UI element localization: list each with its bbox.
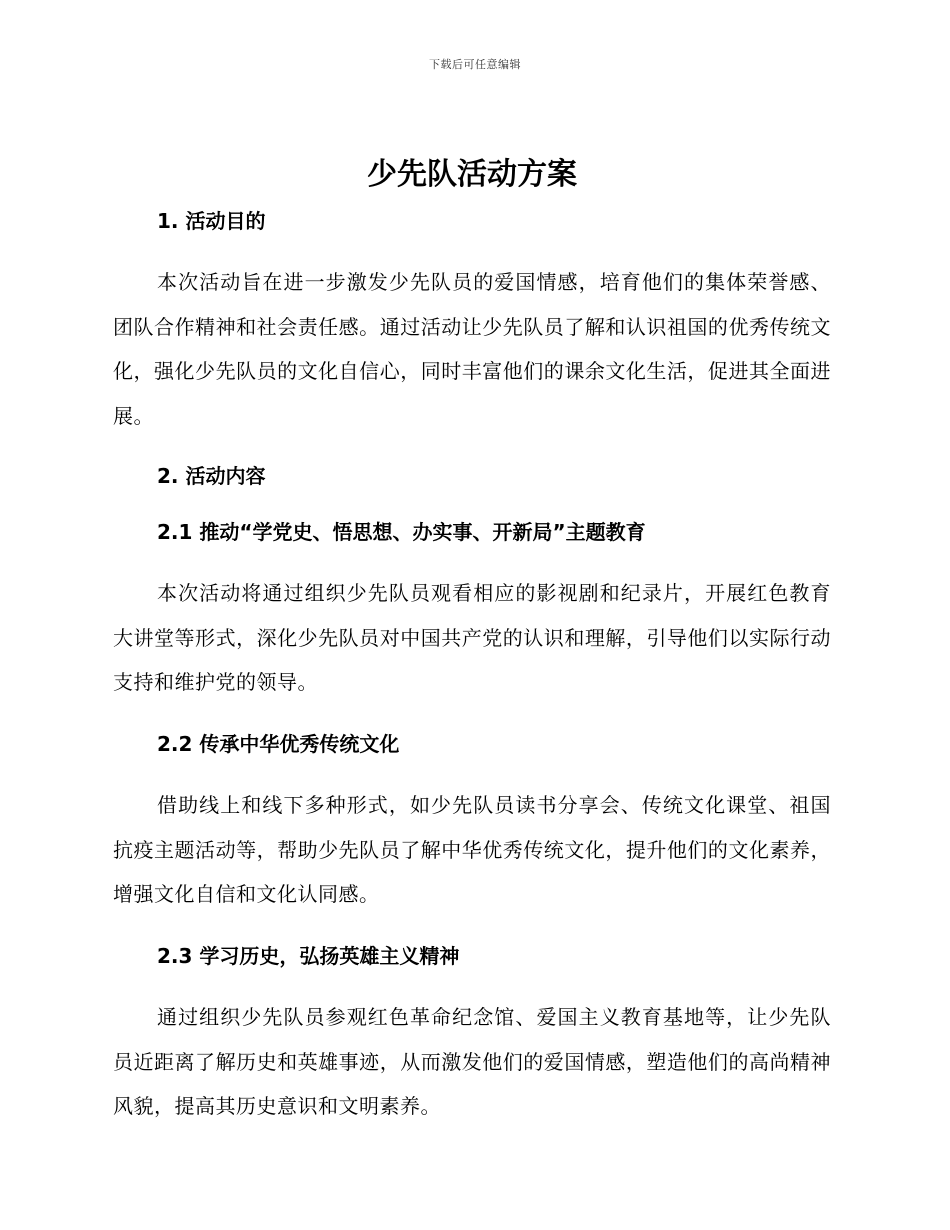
- subsection-heading-2-1: 2.1 推动“学党史、悟思想、办实事、开新局”主题教育: [157, 519, 646, 544]
- paragraph-2-2: 借助线上和线下多种形式，如少先队员读书分享会、传统文化课堂、祖国抗疫主题活动等，帮助少先队员了解中华优秀传统文化，提升他们的文化素养，增强文化自信和文化认同感。: [113, 792, 831, 907]
- paragraph-2-1: 本次活动将通过组织少先队员观看相应的影视剧和纪录片，开展红色教育大讲堂等形式，深化少先队员对中国共产党的认识和理解，引导他们以实际行动支持和维护党的领导。: [113, 580, 831, 695]
- paragraph-2-3: 通过组织少先队员参观红色革命纪念馆、爱国主义教育基地等，让少先队员近距离了解历史和英雄事迹，从而激发他们的爱国情感，塑造他们的高尚精神风貌，提高其历史意识和文明素养。: [113, 1005, 831, 1119]
- subsection-heading-2-3: 2.3 学习历史，弘扬英雄主义精神: [157, 944, 460, 969]
- page-header-note: 下载后可任意编辑: [429, 58, 521, 71]
- document-title: 少先队活动方案: [367, 157, 577, 192]
- section-heading-content: 2. 活动内容: [157, 463, 266, 488]
- document-body: [113, 150, 831, 1129]
- section-heading-purpose: 1. 活动目的: [157, 209, 266, 233]
- paragraph-purpose: 本次活动旨在进一步激发少先队员的爱国情感，培育他们的集体荣誉感、团队合作精神和社会责任感。通过活动让少先队员了解和认识祖国的优秀传统文化，强化少先队员的文化自信心，同时丰富他们的课余文化生活，促进其全面进展。: [113, 270, 831, 429]
- subsection-heading-2-2: 2.2 传承中华优秀传统文化: [157, 731, 400, 756]
